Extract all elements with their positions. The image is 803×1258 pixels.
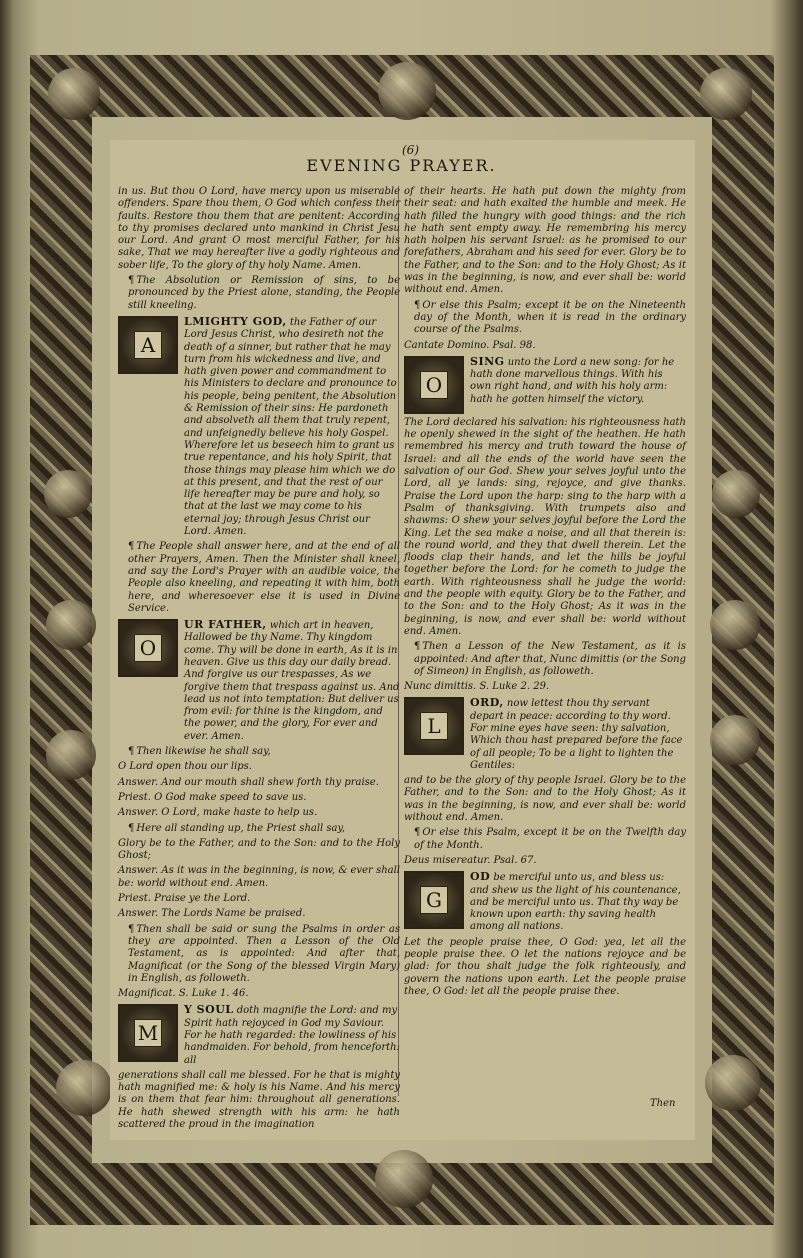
cherub-ornament-bottom-left xyxy=(56,1060,112,1116)
pilcrow-icon: ¶ xyxy=(414,641,421,653)
response: Answer. And our mouth shall shew forth thy praise. xyxy=(118,776,379,788)
rubric xyxy=(118,746,400,758)
rubric xyxy=(118,541,400,615)
lead-words: UR FATHER, xyxy=(184,618,267,632)
rubric-text: Then shall be said or sung the Psalms in order as they are appointed. Then a Lesson of the Old Testament, as is appointed: And after that, Magnificat (or the Song of the blessed Virgin Mary) in English, as followeth. xyxy=(128,923,400,984)
cherub-ornament-bottom-right xyxy=(705,1055,761,1111)
paragraph: of their hearts. He hath put down the mighty from their seat: and hath exalted the humble and meek. He hath filled the hungry with good things: and the rich he hath sent empty away. He remembring his mercy hath holpen his servant Israel: as he promised to our forefathers, Abraham and his seed for ever. Glory be to the Father, and to the Son: and to the Holy Ghost; As it was in the beginning, is now, and ever shall be: world without end. Amen. xyxy=(404,186,686,296)
paragraph: The Lord declared his salvation: his righteousness hath he openly shewed in the sight of the heathen. He hath remembred his mercy and truth toward the house of Israel: and all the ends of the world have seen the salvation of our God. Shew your selves joyful unto the Lord, all ye lands: sing, rejoyce, and give thanks. Praise the Lord upon the harp: sing to the harp with a Psalm of thanksgiving. With trumpets also and shawms: O shew your selves joyful before the Lord the King. Let the sea make a noise, and all that therein is: the round world, and they that dwell therein. Let the floods clap their hands, and let the hills be joyful together before the Lord: for he cometh to judge the earth. With righteousness shall he judge the world: and the people with equity. Glory be to the Father, and to the Son: and to the Holy Ghost; As it was in the beginning, is now, and ever shall be: world without end. Amen. xyxy=(404,416,686,637)
rubric xyxy=(118,275,400,312)
canticle-title: Magnificat. S. Luke 1. 46. xyxy=(118,988,249,1000)
rubric-text: Here all standing up, the Priest shall say, xyxy=(136,822,346,834)
initial-block xyxy=(404,871,686,933)
initial-letter: O xyxy=(134,634,162,662)
response: Answer. The Lords Name be praised. xyxy=(118,908,306,920)
pilcrow-icon: ¶ xyxy=(128,275,135,287)
canticle-title: Nunc dimittis. S. Luke 2. 29. xyxy=(404,681,550,693)
initial-paragraph xyxy=(470,356,686,414)
paragraph: in us. But thou O Lord, have mercy upon us miserable offenders. Spare thou them, O God which confess their faults. Restore thou them that are penitent: According to thy promises declared unto mankind in Christ Jesu our Lord. And grant O most merciful Father, for his sake, That we may hereafter live a godly righteous and sober life, To the glory of thy holy Name. Amen. xyxy=(118,186,400,271)
lead-words: ORD, xyxy=(470,696,504,710)
initial-block xyxy=(118,316,400,538)
cherub-ornament-top-center xyxy=(378,62,436,120)
pilcrow-icon: ¶ xyxy=(128,822,135,834)
rubric-text: Or else this Psalm; except it be on the Nineteenth day of the Month, when it is read in the ordinary course of the Psalms. xyxy=(414,299,686,336)
pilcrow-icon: ¶ xyxy=(128,541,135,553)
lead-words: OD xyxy=(470,870,491,884)
rubric-text: Then likewise he shall say, xyxy=(136,746,271,758)
decorated-initial xyxy=(118,1004,178,1062)
versicle: O Lord open thou our lips. xyxy=(118,761,252,773)
initial-letter: G xyxy=(420,886,448,914)
decorated-initial xyxy=(118,316,178,374)
page-heading: EVENING PRAYER. xyxy=(306,156,497,175)
initial-paragraph xyxy=(184,1004,400,1066)
lead-words: Y SOUL xyxy=(184,1003,234,1017)
cherub-ornament-left-3 xyxy=(46,730,96,780)
decorated-initial xyxy=(404,356,464,414)
lead-words: LMIGHTY GOD, xyxy=(184,314,287,328)
right-column xyxy=(404,186,686,1001)
initial-body: now lettest thou thy servant depart in peace: according to thy word. For mine eyes have seen: thy salvation, Which thou hast prepared before the face of all people; To be a light to lighten the Gentiles: xyxy=(470,698,683,771)
initial-paragraph xyxy=(184,619,400,743)
versicle: Priest. Praise ye the Lord. xyxy=(118,893,251,905)
psalm-title: Deus misereatur. Psal. 67. xyxy=(404,854,537,866)
initial-body: doth magnifie the Lord: and my Spirit hath rejoyced in God my Saviour. For he hath regarded: the lowliness of his handmaiden. For behold, from henceforth: all xyxy=(184,1005,400,1066)
response: Answer. As it was in the beginning, is now, & ever shall be: world without end. Amen. xyxy=(118,865,400,889)
page-number: (6) xyxy=(402,143,419,157)
rubric-text: Or else this Psalm, except it be on the Twelfth day of the Month. xyxy=(414,827,686,851)
decorated-initial xyxy=(118,619,178,677)
cherub-ornament-right-2 xyxy=(710,600,760,650)
cherub-ornament-left-1 xyxy=(44,470,92,518)
initial-paragraph xyxy=(470,697,686,772)
response: Answer. O Lord, make haste to help us. xyxy=(118,807,318,819)
paragraph: and to be the glory of thy people Israel. Glory be to the Father, and to the Son: and to the Holy Ghost; As it was in the beginning, is now, and ever shall be: world without end. Amen. xyxy=(404,775,686,824)
cherub-ornament-right-3 xyxy=(710,715,760,765)
versicle: Glory be to the Father, and to the Son: and to the Holy Ghost; xyxy=(118,837,400,862)
initial-letter: O xyxy=(420,371,448,399)
pilcrow-icon: ¶ xyxy=(414,299,421,311)
initial-block xyxy=(118,619,400,743)
pilcrow-icon: ¶ xyxy=(128,746,135,758)
psalm-title: Cantate Domino. Psal. 98. xyxy=(404,339,536,351)
catchword: Then xyxy=(650,1098,676,1109)
cherub-ornament-right-1 xyxy=(712,470,760,518)
initial-body: unto the Lord a new song: for he hath done marvellous things. With his own right hand, and with his holy arm: hath he gotten himself the victory. xyxy=(470,356,675,405)
rubric-text: The Absolution or Remission of sins, to be pronounced by the Priest alone, standing, the People still kneeling. xyxy=(128,275,400,311)
rubric xyxy=(118,924,400,985)
rubric-text: Then a Lesson of the New Testament, as it is appointed: And after that, Nunc dimittis (or the Song of Simeon) in English, as followeth. xyxy=(414,641,686,677)
initial-letter: M xyxy=(134,1019,162,1047)
initial-letter: A xyxy=(134,331,162,359)
lead-words: SING xyxy=(470,354,505,368)
rubric xyxy=(404,641,686,678)
initial-letter: L xyxy=(420,712,448,740)
initial-body: the Father of our Lord Jesus Christ, who desireth not the death of a sinner, but rather that he may turn from his wickedness and live, and hath given power and commandment to his Ministers to declare and pronounce to his people, being penitent, the Absolution & Remission of their sins: He pardoneth and absolveth all them that truly repent, and unfeignedly believe his holy Gospel. Wherefore let us beseech him to grant us true repentance, and his holy Spirit, that those things may please him which we do at this present, and that the rest of our life hereafter may be pure and holy, so that at the last we may come to his eternal joy; through Jesus Christ our Lord. Amen. xyxy=(184,316,397,538)
paragraph: Let the people praise thee, O God: yea, let all the people praise thee. O let the nations rejoyce and be glad: for thou shalt judge the folk righteously, and govern the nations upon earth. Let the people praise thee, O God: let all the people praise thee. xyxy=(404,936,686,997)
rubric-text: The People shall answer here, and at the end of all other Prayers, Amen. Then the Minister shall kneel, and say the Lord's Prayer with an audible voice, the People also kneeling, and repeating it with him, both here, and wheresoever else it is used in Divine Service. xyxy=(128,541,400,614)
rubric xyxy=(404,827,686,852)
pilcrow-icon: ¶ xyxy=(414,827,421,839)
cherub-ornament-bottom-center xyxy=(375,1150,433,1208)
cherub-ornament-left-2 xyxy=(46,600,96,650)
cherub-ornament-top-right xyxy=(700,68,752,120)
pilcrow-icon: ¶ xyxy=(128,923,135,935)
initial-body: be merciful unto us, and bless us: and shew us the light of his countenance, and be merciful unto us. That thy way be known upon earth: thy saving health among all nations. xyxy=(470,872,681,933)
cherub-ornament-top-left xyxy=(48,68,100,120)
decorated-initial xyxy=(404,871,464,929)
initial-block xyxy=(404,697,686,772)
decorated-initial xyxy=(404,697,464,755)
initial-paragraph xyxy=(184,316,400,538)
initial-block xyxy=(118,1004,400,1066)
paragraph: generations shall call me blessed. For he that is mighty hath magnified me: & holy is his Name. And his mercy is on them that fear him: throughout all generations. He hath shewed strength with his arm: he hath scattered the proud in the imagination xyxy=(118,1069,400,1131)
initial-body: which art in heaven, Hallowed be thy Name. Thy kingdom come. Thy will be done in earth, As it is in heaven. Give us this day our daily bread. And forgive us our trespasses, As we forgive them that trespass against us. And lead us not into temptation: But deliver us from evil: for thine is the kingdom, and the power, and the glory, For ever and ever. Amen. xyxy=(184,620,400,742)
initial-paragraph xyxy=(470,871,686,933)
left-column xyxy=(118,186,400,1134)
versicle: Priest. O God make speed to save us. xyxy=(118,791,307,803)
rubric xyxy=(404,300,686,337)
initial-block xyxy=(404,356,686,414)
rubric xyxy=(118,823,400,835)
